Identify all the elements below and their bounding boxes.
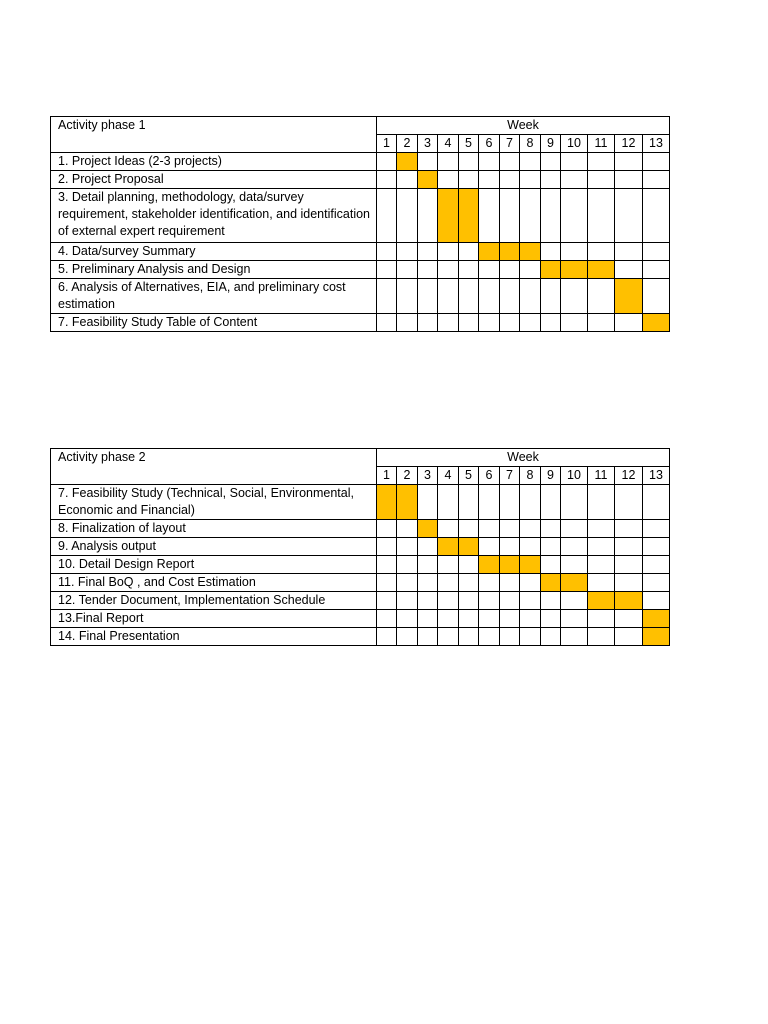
week-cell <box>541 628 561 646</box>
week-cell <box>643 189 670 243</box>
week-header: Week <box>377 117 670 135</box>
week-cell <box>418 610 438 628</box>
week-number: 8 <box>520 467 541 485</box>
week-cell <box>588 314 615 332</box>
week-cell <box>500 153 520 171</box>
week-cell <box>397 189 418 243</box>
week-cell <box>459 628 479 646</box>
week-cell <box>377 610 397 628</box>
week-cell <box>397 171 418 189</box>
week-cell <box>418 153 438 171</box>
activity-row <box>51 628 670 646</box>
week-cell <box>520 538 541 556</box>
week-cell <box>418 189 438 243</box>
week-cell <box>615 610 643 628</box>
week-cell <box>438 171 459 189</box>
activity-row <box>51 279 670 314</box>
week-cell <box>418 628 438 646</box>
week-cell <box>377 556 397 574</box>
week-cell <box>438 628 459 646</box>
week-cell-scheduled <box>479 556 500 574</box>
week-cell <box>479 153 500 171</box>
week-cell <box>377 628 397 646</box>
week-cell-scheduled <box>459 189 479 243</box>
week-cell <box>588 556 615 574</box>
week-cell <box>588 189 615 243</box>
week-cell-scheduled <box>500 556 520 574</box>
week-number: 13 <box>643 135 670 153</box>
week-cell <box>643 261 670 279</box>
week-cell <box>438 610 459 628</box>
week-cell-scheduled <box>520 243 541 261</box>
week-cell-scheduled <box>561 261 588 279</box>
week-cell <box>561 279 588 314</box>
week-cell <box>479 314 500 332</box>
week-number: 11 <box>588 135 615 153</box>
header-row <box>51 449 670 467</box>
week-cell <box>588 279 615 314</box>
gantt-table-phase-1 <box>50 116 670 332</box>
week-cell <box>479 574 500 592</box>
week-cell <box>377 592 397 610</box>
week-cell <box>561 153 588 171</box>
week-cell <box>615 574 643 592</box>
activity-row <box>51 171 670 189</box>
week-cell <box>500 314 520 332</box>
week-cell <box>459 243 479 261</box>
week-cell <box>643 279 670 314</box>
week-cell-scheduled <box>418 171 438 189</box>
week-number: 6 <box>479 135 500 153</box>
week-cell <box>520 628 541 646</box>
activity-phase-title: Activity phase 1 <box>51 117 377 153</box>
week-cell <box>397 261 418 279</box>
week-number: 2 <box>397 467 418 485</box>
week-cell <box>377 189 397 243</box>
week-cell <box>438 243 459 261</box>
week-cell <box>561 556 588 574</box>
week-cell <box>500 592 520 610</box>
activity-label: 6. Analysis of Alternatives, EIA, and preliminary cost estimation <box>51 279 377 314</box>
week-cell <box>438 556 459 574</box>
week-cell <box>520 574 541 592</box>
week-cell <box>377 574 397 592</box>
activity-label: 8. Finalization of layout <box>51 520 377 538</box>
week-cell <box>418 538 438 556</box>
week-cell <box>377 243 397 261</box>
week-number: 10 <box>561 135 588 153</box>
week-cell <box>588 153 615 171</box>
week-cell-scheduled <box>541 574 561 592</box>
week-cell <box>561 520 588 538</box>
week-number: 9 <box>541 467 561 485</box>
week-cell <box>397 243 418 261</box>
week-cell <box>561 592 588 610</box>
week-cell <box>541 556 561 574</box>
week-cell <box>418 314 438 332</box>
week-cell <box>438 592 459 610</box>
week-cell <box>541 610 561 628</box>
week-cell <box>377 261 397 279</box>
week-cell <box>397 314 418 332</box>
week-cell <box>520 153 541 171</box>
week-cell <box>377 279 397 314</box>
week-cell <box>459 485 479 520</box>
week-cell <box>588 538 615 556</box>
week-cell <box>377 171 397 189</box>
week-cell <box>643 574 670 592</box>
week-cell <box>520 314 541 332</box>
week-cell-scheduled <box>643 610 670 628</box>
activity-row <box>51 314 670 332</box>
week-cell-scheduled <box>438 189 459 243</box>
week-cell <box>397 520 418 538</box>
week-cell <box>561 171 588 189</box>
activity-label: 5. Preliminary Analysis and Design <box>51 261 377 279</box>
week-cell <box>459 279 479 314</box>
week-number: 12 <box>615 135 643 153</box>
week-cell <box>500 189 520 243</box>
activity-label: 7. Feasibility Study (Technical, Social, Environmental, Economic and Financial) <box>51 485 377 520</box>
week-cell <box>615 153 643 171</box>
week-cell <box>418 279 438 314</box>
week-cell <box>541 520 561 538</box>
week-number: 2 <box>397 135 418 153</box>
activity-row <box>51 243 670 261</box>
week-cell <box>520 520 541 538</box>
week-cell <box>479 520 500 538</box>
activity-row <box>51 261 670 279</box>
week-cell <box>479 538 500 556</box>
activity-row <box>51 592 670 610</box>
activity-row <box>51 153 670 171</box>
week-number: 7 <box>500 135 520 153</box>
week-cell <box>615 485 643 520</box>
activity-row <box>51 556 670 574</box>
week-cell <box>615 520 643 538</box>
week-cell <box>541 189 561 243</box>
week-cell <box>561 189 588 243</box>
activity-phase-title: Activity phase 2 <box>51 449 377 485</box>
week-number: 10 <box>561 467 588 485</box>
week-cell <box>500 610 520 628</box>
activity-label: 3. Detail planning, methodology, data/survey requirement, stakeholder identification, and identification of external expert requirement <box>51 189 377 243</box>
week-cell <box>418 574 438 592</box>
week-cell <box>459 314 479 332</box>
week-cell <box>588 520 615 538</box>
week-header: Week <box>377 449 670 467</box>
week-number: 12 <box>615 467 643 485</box>
week-cell <box>615 243 643 261</box>
week-cell <box>459 592 479 610</box>
week-cell <box>397 279 418 314</box>
week-cell <box>479 485 500 520</box>
week-cell <box>418 243 438 261</box>
week-cell <box>615 261 643 279</box>
week-cell <box>479 189 500 243</box>
activity-row <box>51 485 670 520</box>
week-cell <box>541 171 561 189</box>
week-cell <box>520 171 541 189</box>
week-number: 7 <box>500 467 520 485</box>
week-cell <box>520 485 541 520</box>
week-cell <box>459 261 479 279</box>
week-cell <box>561 628 588 646</box>
week-cell <box>643 556 670 574</box>
week-cell <box>397 556 418 574</box>
gantt-table-phase-2 <box>50 448 670 646</box>
week-cell <box>520 189 541 243</box>
activity-row <box>51 189 670 243</box>
activity-label: 10. Detail Design Report <box>51 556 377 574</box>
week-cell <box>561 538 588 556</box>
week-cell <box>561 314 588 332</box>
week-cell <box>643 538 670 556</box>
week-cell <box>588 610 615 628</box>
week-cell <box>438 485 459 520</box>
week-cell <box>615 171 643 189</box>
week-number: 11 <box>588 467 615 485</box>
week-cell <box>588 485 615 520</box>
week-cell-scheduled <box>588 592 615 610</box>
week-cell <box>377 520 397 538</box>
week-cell <box>438 279 459 314</box>
week-cell-scheduled <box>541 261 561 279</box>
week-cell <box>500 574 520 592</box>
week-cell <box>561 610 588 628</box>
week-cell-scheduled <box>500 243 520 261</box>
week-number: 13 <box>643 467 670 485</box>
week-cell <box>520 610 541 628</box>
week-cell <box>438 153 459 171</box>
week-cell-scheduled <box>459 538 479 556</box>
week-cell <box>541 314 561 332</box>
activity-label: 7. Feasibility Study Table of Content <box>51 314 377 332</box>
week-cell <box>615 628 643 646</box>
activity-label: 9. Analysis output <box>51 538 377 556</box>
week-cell <box>438 574 459 592</box>
week-cell <box>615 189 643 243</box>
activity-label: 11. Final BoQ , and Cost Estimation <box>51 574 377 592</box>
week-cell <box>459 574 479 592</box>
week-cell <box>377 153 397 171</box>
week-number: 3 <box>418 467 438 485</box>
week-cell <box>541 153 561 171</box>
activity-label: 14. Final Presentation <box>51 628 377 646</box>
week-number: 5 <box>459 467 479 485</box>
week-cell <box>541 485 561 520</box>
week-cell-scheduled <box>397 485 418 520</box>
week-cell-scheduled <box>643 628 670 646</box>
week-number: 8 <box>520 135 541 153</box>
week-cell <box>643 592 670 610</box>
week-cell <box>588 574 615 592</box>
week-cell <box>418 485 438 520</box>
header-row <box>51 117 670 135</box>
week-cell <box>541 279 561 314</box>
week-cell <box>459 556 479 574</box>
week-cell <box>588 243 615 261</box>
week-cell <box>500 538 520 556</box>
activity-label: 4. Data/survey Summary <box>51 243 377 261</box>
activity-row <box>51 538 670 556</box>
week-cell-scheduled <box>438 538 459 556</box>
week-cell-scheduled <box>588 261 615 279</box>
activity-label: 12. Tender Document, Implementation Schedule <box>51 592 377 610</box>
week-number: 1 <box>377 135 397 153</box>
week-cell <box>500 261 520 279</box>
week-cell-scheduled <box>643 314 670 332</box>
week-cell <box>479 628 500 646</box>
week-cell-scheduled <box>377 485 397 520</box>
week-cell <box>377 538 397 556</box>
week-cell <box>643 485 670 520</box>
week-cell <box>459 153 479 171</box>
week-cell <box>438 261 459 279</box>
week-cell <box>500 520 520 538</box>
activity-row <box>51 610 670 628</box>
week-cell-scheduled <box>615 592 643 610</box>
week-cell <box>459 520 479 538</box>
week-cell <box>541 243 561 261</box>
week-cell <box>520 592 541 610</box>
week-cell <box>438 520 459 538</box>
week-number: 5 <box>459 135 479 153</box>
week-cell-scheduled <box>520 556 541 574</box>
week-cell-scheduled <box>397 153 418 171</box>
week-number: 1 <box>377 467 397 485</box>
week-cell <box>520 261 541 279</box>
week-cell <box>588 628 615 646</box>
week-cell <box>397 592 418 610</box>
activity-label: 13.Final Report <box>51 610 377 628</box>
week-cell <box>561 243 588 261</box>
week-cell <box>438 314 459 332</box>
week-cell-scheduled <box>615 279 643 314</box>
week-number: 9 <box>541 135 561 153</box>
week-cell-scheduled <box>561 574 588 592</box>
week-cell <box>418 592 438 610</box>
week-cell <box>479 261 500 279</box>
week-cell <box>643 520 670 538</box>
week-cell <box>615 538 643 556</box>
week-cell-scheduled <box>479 243 500 261</box>
week-cell <box>397 628 418 646</box>
week-cell <box>643 153 670 171</box>
week-cell <box>418 556 438 574</box>
week-cell <box>500 485 520 520</box>
activity-row <box>51 574 670 592</box>
week-number: 4 <box>438 467 459 485</box>
week-cell-scheduled <box>418 520 438 538</box>
week-cell <box>418 261 438 279</box>
week-cell <box>397 538 418 556</box>
week-cell <box>643 171 670 189</box>
week-cell <box>561 485 588 520</box>
week-cell <box>459 171 479 189</box>
week-cell <box>479 610 500 628</box>
week-cell <box>541 538 561 556</box>
week-cell <box>520 279 541 314</box>
week-cell <box>500 628 520 646</box>
week-cell <box>643 243 670 261</box>
week-cell <box>588 171 615 189</box>
week-cell <box>500 279 520 314</box>
activity-label: 1. Project Ideas (2-3 projects) <box>51 153 377 171</box>
week-cell <box>397 610 418 628</box>
activity-row <box>51 520 670 538</box>
week-cell <box>459 610 479 628</box>
week-cell <box>500 171 520 189</box>
week-cell <box>541 592 561 610</box>
week-cell <box>615 556 643 574</box>
week-cell <box>479 592 500 610</box>
week-cell <box>377 314 397 332</box>
activity-label: 2. Project Proposal <box>51 171 377 189</box>
week-cell <box>479 279 500 314</box>
week-number: 6 <box>479 467 500 485</box>
week-cell <box>615 314 643 332</box>
week-cell <box>479 171 500 189</box>
week-number: 3 <box>418 135 438 153</box>
week-cell <box>397 574 418 592</box>
week-number: 4 <box>438 135 459 153</box>
